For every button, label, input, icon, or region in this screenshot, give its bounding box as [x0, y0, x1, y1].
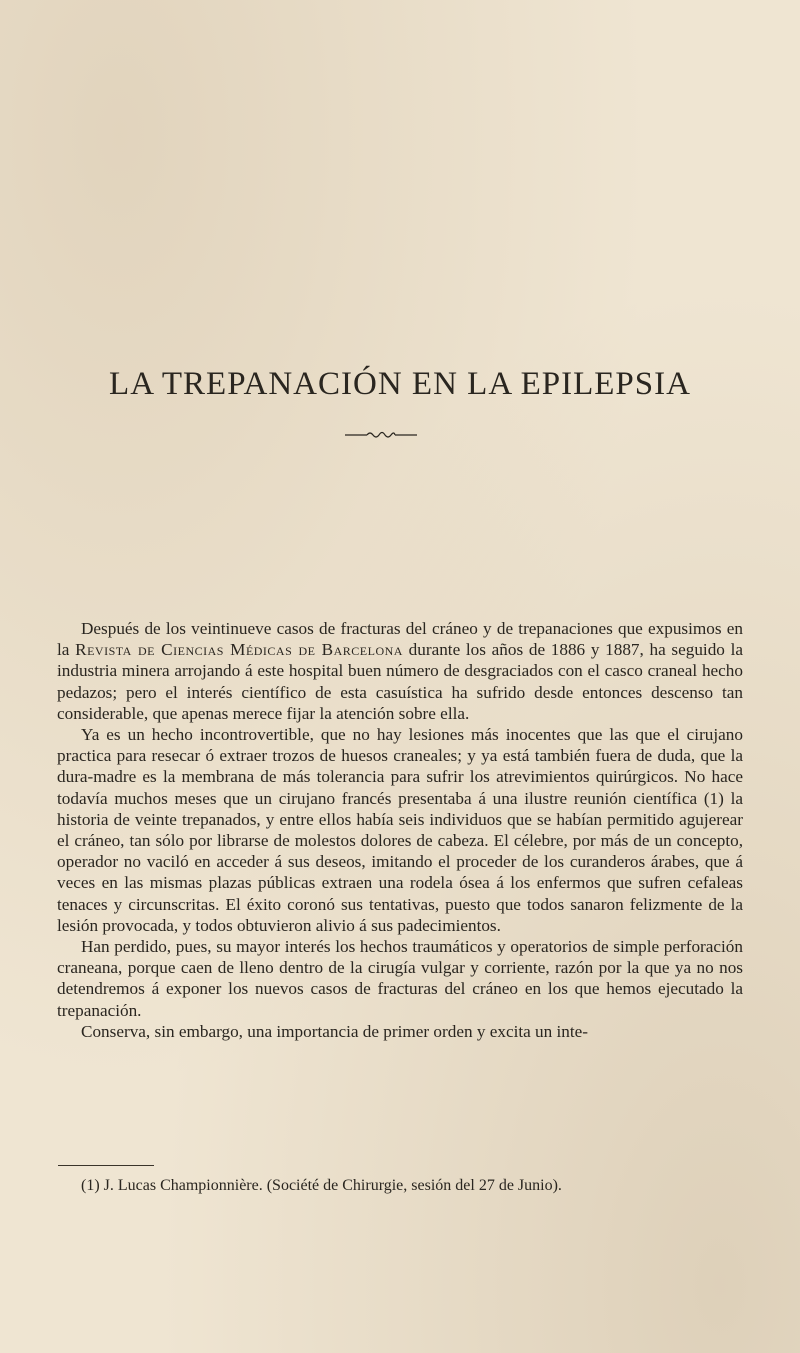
paragraph-1	[57, 618, 743, 724]
ornament-divider	[345, 428, 417, 440]
paragraph-1-start: Después de los veintinueve casos de fracturas del cráneo y de trepanaciones que expusimos en la	[57, 619, 743, 660]
paragraph-1-end: durante los años de 1886 y 1887, ha seguido la industria minera arrojando á este hospital buen número de desgraciados con el casco craneal hecho pedazos; pero el interés científico de esta casuística ha sufrido desde entonces descenso tan considerable, que apenas merece fijar la atención sobre ella.	[57, 640, 743, 723]
paragraph-2: Ya es un hecho incontrovertible, que no hay lesiones más inocentes que las que el cirujano practica para resecar ó extraer trozos de huesos craneales; y ya está también fuera de duda, que la dura-madre es la membrana de más tolerancia para sufrir los atrevimientos quirúrgicos. No hace todavía muchos meses que un cirujano francés presentaba á una ilustre reunión científica (1) la historia de veinte trepanados, y entre ellos había seis individuos que se habían permitido agujerear el cráneo, tan sólo por librarse de molestos dolores de cabeza. El célebre, por más de un concepto, operador no vaciló en acceder á sus deseos, imitando el proceder de los curanderos árabes, que á veces en las mismas plazas públicas extraen una rodela ósea á los enfermos que sufren cefaleas tenaces y circunscritas. El éxito coronó sus tentativas, puesto que todos sanaron felizmente de la lesión provocada, y todos obtuvieron alivio á sus padecimientos.	[57, 725, 743, 935]
footnote: (1) J. Lucas Championnière. (Société de Chirurgie, sesión del 27 de Junio).	[81, 1177, 562, 1194]
paragraph-3: Han perdido, pues, su mayor interés los hechos traumáticos y operatorios de simple perforación craneana, porque caen de lleno dentro de la cirugía vulgar y corriente, razón por la que ya no nos detendremos á exponer los nuevos casos de fracturas del cráneo en los que hemos ejecutado la trepanación.	[57, 937, 743, 1020]
article-title: LA TREPANACIÓN EN LA EPILEPSIA	[109, 366, 691, 402]
paragraph-4: Conserva, sin embargo, una importancia de primer orden y excita un inte-	[81, 1021, 589, 1041]
article-body	[57, 618, 743, 1042]
footnote-divider	[58, 1165, 154, 1166]
journal-name: Revista de Ciencias Médicas de Barcelona	[75, 640, 403, 660]
